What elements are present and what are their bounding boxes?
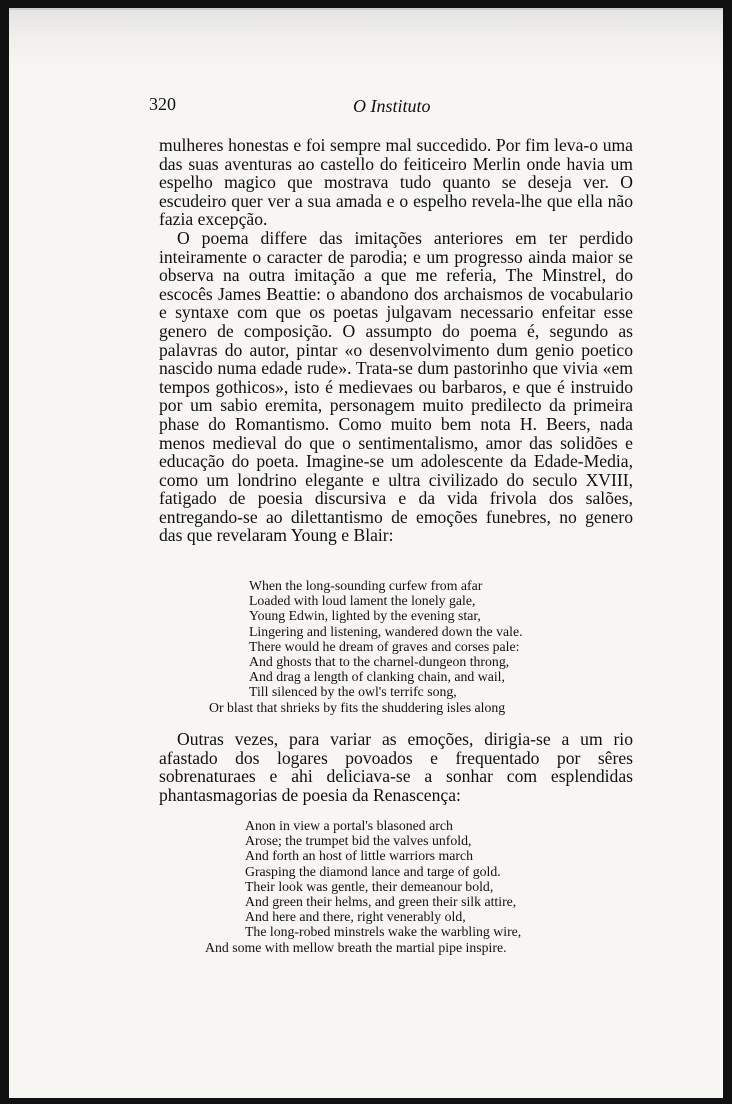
- verse-line: There would he dream of graves and corses pale:: [249, 638, 520, 654]
- verse-line: Young Edwin, lighted by the evening star,: [249, 608, 481, 624]
- verse-line: And forth an host of little warriors march: [245, 848, 473, 864]
- verse-line: And here and there, right venerably old,: [245, 909, 466, 925]
- verse-line: Their look was gentle, their demeanour bold,: [245, 878, 494, 894]
- paragraph: O poema differe das imitações anteriores em ter perdido inteiramente o caracter de parodia; e um progresso ainda maior se observa na outra imitação a que me referia, The Minstrel, do escocês James Beattie: o abandono dos archaismos de vocabulario e syntaxe com que os poetas julgavam necessario enfeitar esse genero de composição. O assumpto do poema é, segundo as palavras do autor, pintar «o desenvolvimento dum genio poetico nascido numa edade rude». Trata-se dum pastorinho que vivia «em tempos gothicos», isto é medievaes ou barbaros, e que é instruido por um sabio eremita, personagem muito predilecto da primeira phase do Romantismo. Como muito bem nota H. Beers, nada menos medieval do que o sentimentalismo, amor das solidões e educação do poeta. Imagine-se um adolescente da Edade-Media, como um londrino elegante e ultra civilizado do seculo XVIII, fatigado de poesia discursiva e da vida frivola dos salões, entregando-se ao dilettantismo de emoções funebres, no genero das que revelaram Young e Blair:: [159, 227, 633, 546]
- verse-line: And some with mellow breath the martial pipe inspire.: [205, 939, 507, 955]
- page-number: 320: [149, 94, 176, 114]
- verse-line: When the long-sounding curfew from afar: [249, 578, 483, 593]
- verse-line: The long-robed minstrels wake the warbling wire,: [245, 924, 522, 940]
- verse-line: Arose; the trumpet bid the valves unfold,: [245, 833, 472, 849]
- verse-line: And green their helms, and green their silk attire,: [245, 894, 517, 910]
- verse-line: Or blast that shrieks by fits the shuddering isles along: [209, 699, 506, 715]
- verse-line: Lingering and listening, wandered down the vale.: [249, 623, 523, 639]
- verse-line: Till silenced by the owl's terrifc song,: [249, 684, 457, 700]
- verse-quotation-1: [209, 578, 523, 715]
- scan-shadow: [9, 10, 723, 70]
- prose-block-2: [159, 730, 633, 804]
- running-title: O Instituto: [353, 96, 431, 116]
- verse-line: Anon in view a portal's blasoned arch: [245, 818, 453, 833]
- page-header: [9, 94, 723, 124]
- paragraph: mulheres honestas e foi sempre mal succedido. Por fim leva-o uma das suas aventuras ao castello do feiticeiro Merlin onde havia um espelho magico que mostrava tudo quanto se deseja ver. O escudeiro quer ver a sua amada e o espelho revela-lhe que ella não fazia excepção.: [159, 135, 633, 230]
- paragraph: Outras vezes, para variar as emoções, dirigia-se a um rio afastado dos logares povoados e frequentado por sêres sobrenaturaes e ahi deliciava-se a sonhar com esplendidas phantasmagorias de poesia da Renascença:: [159, 729, 633, 805]
- verse-line: Grasping the diamond lance and targe of gold.: [245, 863, 501, 879]
- prose-block-1: [159, 136, 633, 545]
- verse-line: And drag a length of clanking chain, and wail,: [249, 669, 505, 685]
- verse-line: And ghosts that to the charnel-dungeon throng,: [249, 654, 510, 670]
- book-page: [9, 8, 723, 1098]
- verse-quotation-2: [205, 818, 521, 955]
- verse-line: Loaded with loud lament the lonely gale,: [249, 593, 476, 609]
